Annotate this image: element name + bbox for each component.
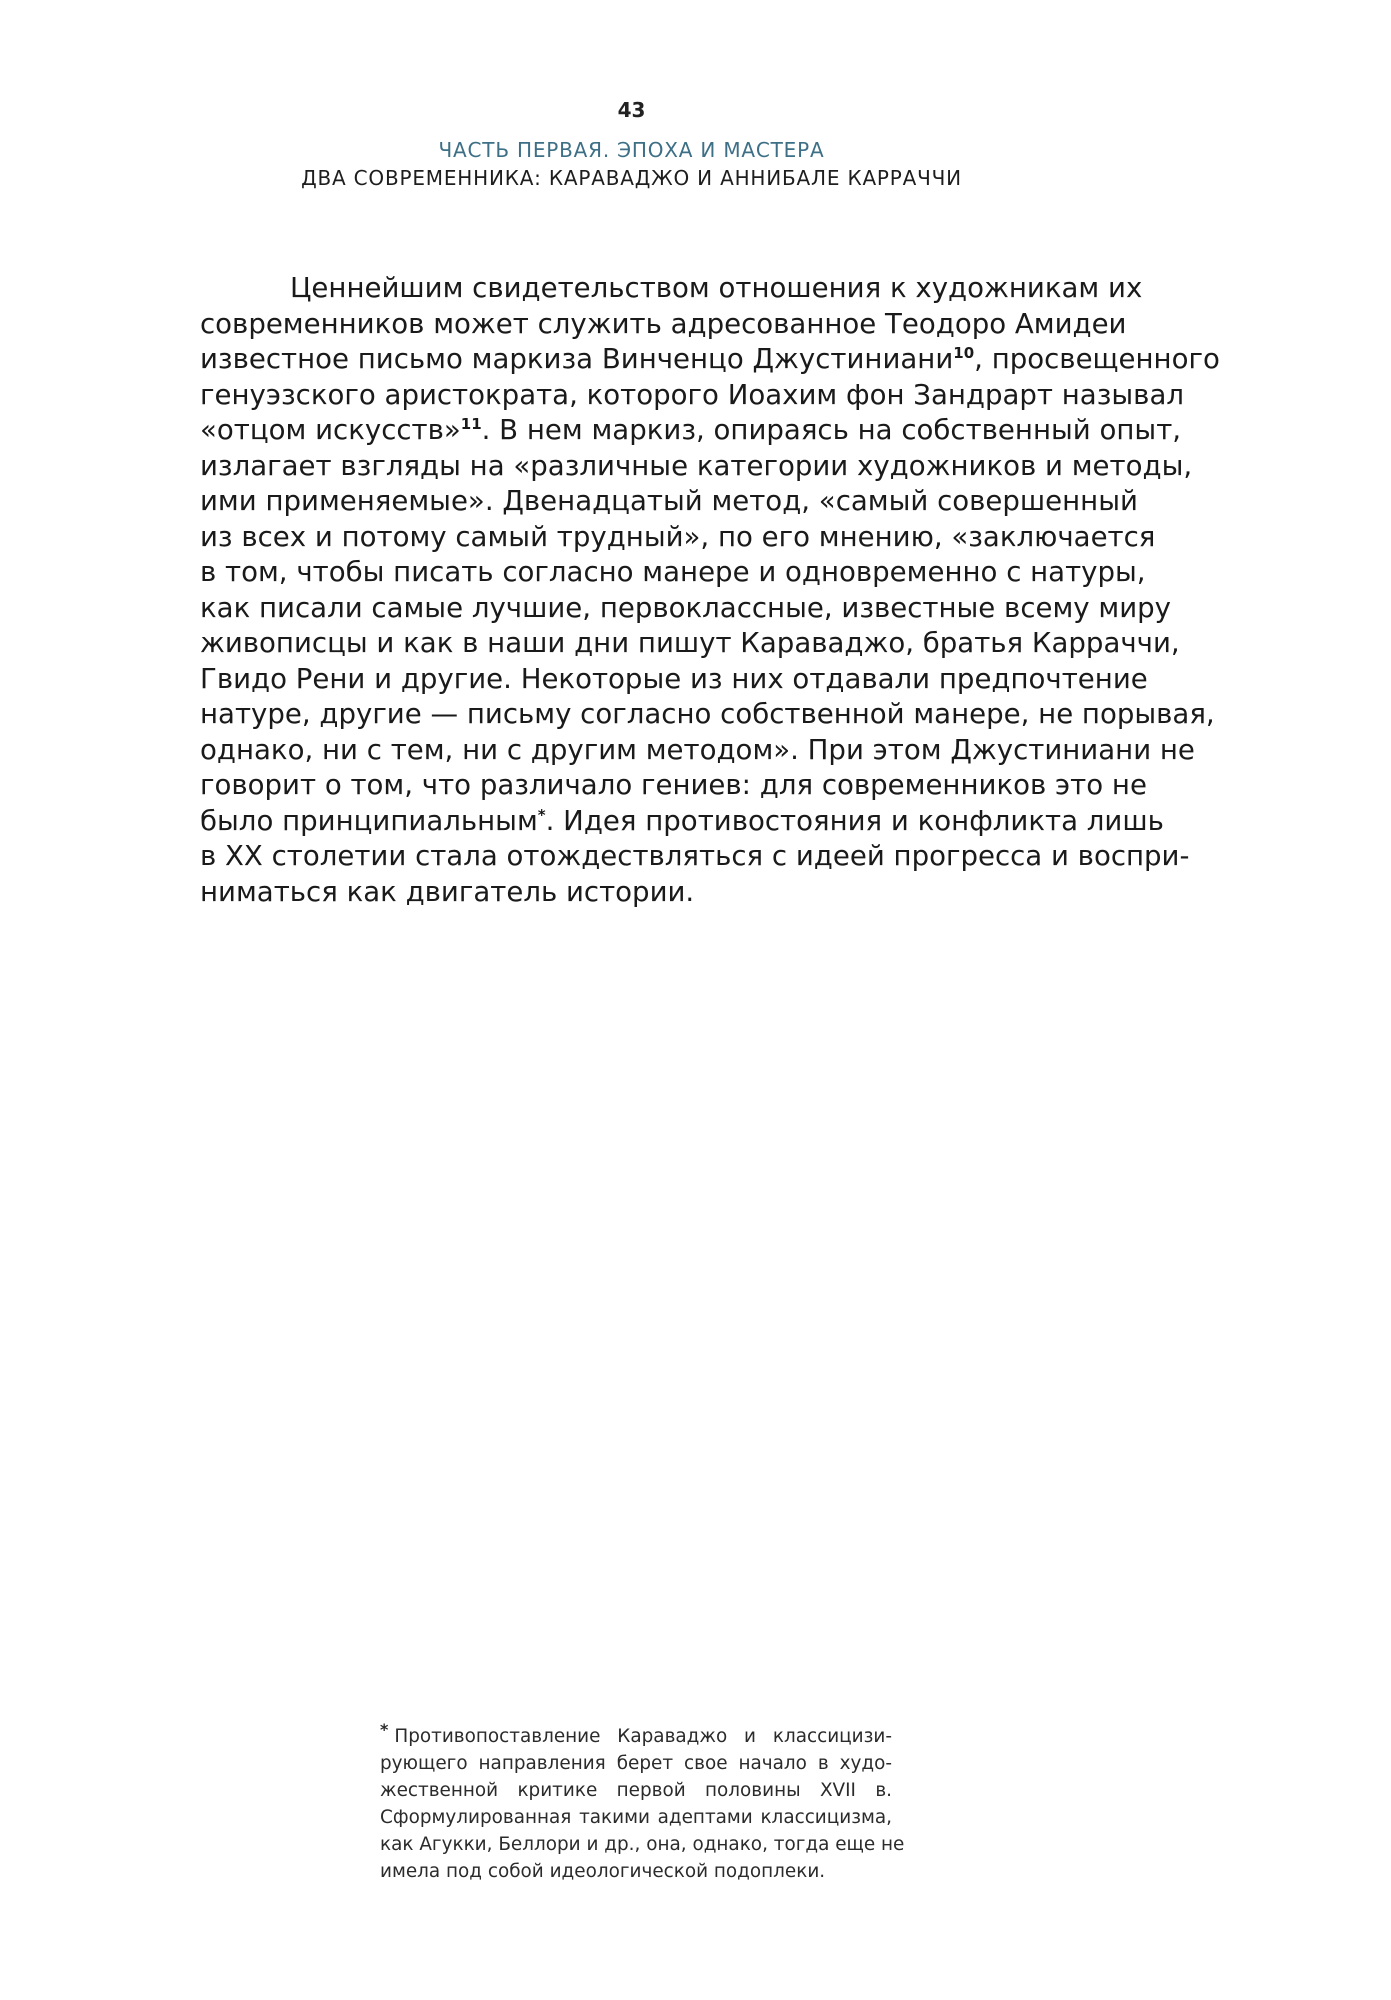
running-head-part: ЧАСТЬ ПЕРВАЯ. ЭПОХА И МАСТЕРА bbox=[438, 138, 825, 162]
body-line: Гвидо Рени и другие. Некоторые из них отдавали предпочтение bbox=[200, 661, 1148, 695]
footnote-line bbox=[380, 1719, 892, 1750]
body-line: говорит о том, что различало гениев: для современников это не bbox=[200, 768, 1147, 801]
footnote-line-text: как Агукки, Беллори и др., она, однако, тогда еще не bbox=[380, 1834, 905, 1855]
body-line bbox=[200, 412, 1182, 448]
body-text-fragment: известное письмо маркиза Винченцо Джустиниани bbox=[200, 342, 954, 375]
body-line: Ценнейшим свидетельством отношения к художникам их bbox=[290, 271, 1143, 304]
footnote-line bbox=[380, 1804, 892, 1831]
body-text-fragment: было принципиальным bbox=[200, 803, 538, 837]
body-line: ниматься как двигатель истории. bbox=[200, 874, 695, 908]
body-line: в том, чтобы писать согласно манере и одновременно с натуры, bbox=[200, 555, 1146, 588]
body-text-fragment: . В нем маркиз, опираясь на собственный опыт, bbox=[481, 413, 1182, 446]
body-paragraph bbox=[200, 270, 1220, 909]
page-number: 43 bbox=[617, 98, 646, 122]
footnote bbox=[380, 1719, 905, 1885]
footnote-line-text: Противопоставление Караваджо и классицизи- bbox=[394, 1726, 892, 1747]
body-text-fragment: «отцом искусств» bbox=[200, 413, 461, 446]
body-text-fragment: . Идея противостояния и конфликта лишь bbox=[545, 803, 1164, 837]
body-line: как писали самые лучшие, первоклассные, известные всему миру bbox=[200, 590, 1171, 624]
footnote-line-text: рующего направления берет свое начало в худо- bbox=[380, 1753, 892, 1774]
footnote-line bbox=[380, 1777, 892, 1804]
note-reference-star[interactable]: * bbox=[537, 805, 546, 824]
footnote-line bbox=[380, 1831, 905, 1858]
footnote-mark: * bbox=[380, 1719, 389, 1739]
footnote-line-text: имела под собой идеологической подоплеки. bbox=[380, 1861, 826, 1882]
body-line: в XX столетии стала отождествляться с идеей прогресса и воспри- bbox=[200, 839, 1190, 872]
body-line: ими применяемые». Двенадцатый метод, «самый совершенный bbox=[200, 484, 1138, 517]
footnote-line-text: Сформулированная такими адептами классицизма, bbox=[380, 1807, 892, 1828]
note-reference-10[interactable]: 10 bbox=[953, 343, 975, 362]
body-line bbox=[200, 803, 1164, 839]
footnote-line bbox=[380, 1750, 892, 1777]
footnote-line-text: жественной критике первой половины XVII в. bbox=[380, 1780, 892, 1801]
body-line: натуре, другие — письму согласно собственной манере, не порывая, bbox=[200, 697, 1215, 730]
body-line: из всех и потому самый трудный», по его мнению, «заключается bbox=[200, 519, 1156, 553]
body-line: однако, ни с тем, ни с другим методом». При этом Джустиниани не bbox=[200, 732, 1195, 766]
body-line: живописцы и как в наши дни пишут Караваджо, братья Карраччи, bbox=[200, 626, 1180, 659]
body-line: современников может служить адресованное Теодоро Амидеи bbox=[200, 306, 1127, 340]
body-line: излагает взгляды на «различные категории художников и методы, bbox=[200, 448, 1193, 482]
body-text-fragment: , просвещенного bbox=[974, 342, 1220, 375]
body-line: генуэзского аристократа, которого Иоахим фон Зандрарт называл bbox=[200, 377, 1184, 411]
note-reference-11[interactable]: 11 bbox=[460, 414, 482, 433]
footnote-line bbox=[380, 1858, 892, 1885]
running-head-chapter: ДВА СОВРЕМЕННИКА: КАРАВАДЖО И АННИБАЛЕ КАРРАЧЧИ bbox=[301, 166, 962, 190]
body-line bbox=[200, 341, 1220, 377]
